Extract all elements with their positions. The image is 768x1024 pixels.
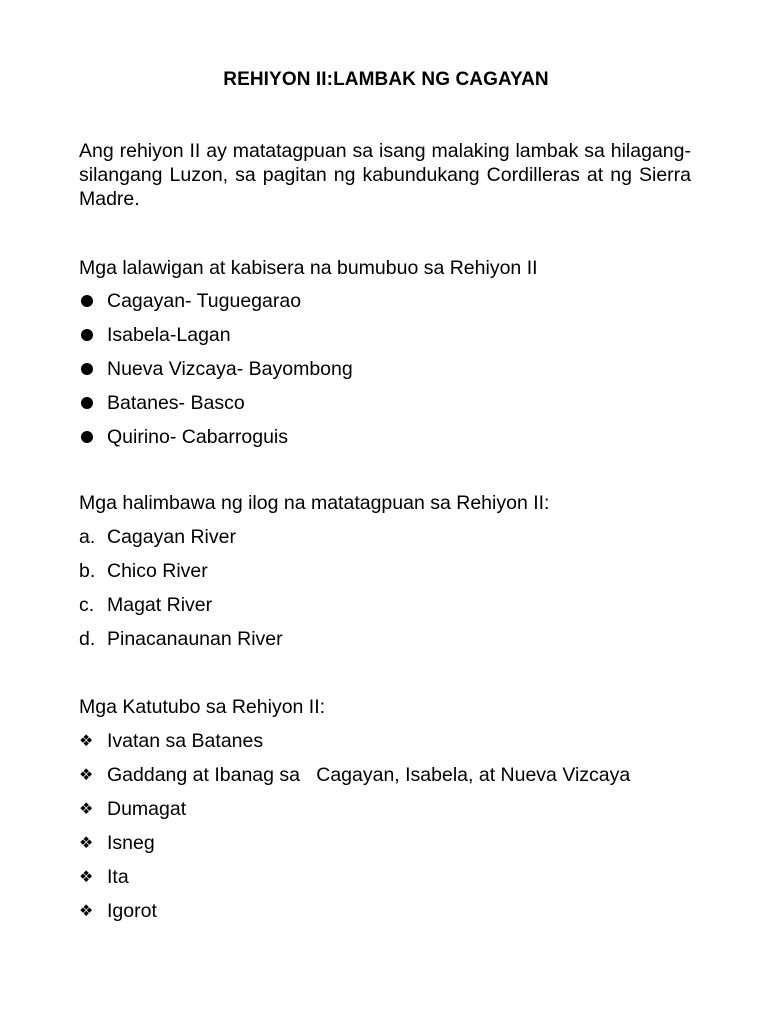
native-item-label: Isneg xyxy=(107,832,155,854)
natives-heading: Mga Katutubo sa Rehiyon II: xyxy=(79,696,326,718)
native-item-label: Igorot xyxy=(107,900,157,922)
river-item-label: Chico River xyxy=(107,560,208,582)
four-diamond-icon: ❖ xyxy=(79,731,94,750)
list-letter-marker: a. xyxy=(79,526,96,548)
intro-paragraph: Ang rehiyon II ay matatagpuan sa isang malaking lambak sa hilagang-silangang Luzon, sa pagitan ng kabundukang Cordilleras at ng Sierra Madre. xyxy=(79,140,691,210)
provinces-heading: Mga lalawigan at kabisera na bumubuo sa Rehiyon II xyxy=(79,257,538,279)
four-diamond-icon: ❖ xyxy=(79,799,94,818)
native-item-label: Ita xyxy=(107,866,129,888)
province-item-label: Cagayan- Tuguegarao xyxy=(107,290,302,312)
river-item-label: Cagayan River xyxy=(107,526,236,548)
four-diamond-icon: ❖ xyxy=(79,765,94,784)
province-item-label: Batanes- Basco xyxy=(107,392,245,414)
province-item-label: Isabela-Lagan xyxy=(107,324,231,346)
four-diamond-icon: ❖ xyxy=(79,833,94,852)
rivers-heading: Mga halimbawa ng ilog na matatagpuan sa Rehiyon II: xyxy=(79,492,550,514)
river-item-label: Pinacanaunan River xyxy=(107,628,283,650)
river-item-label: Magat River xyxy=(107,594,213,616)
province-item-label: Nueva Vizcaya- Bayombong xyxy=(107,358,353,380)
native-item-label: Ivatan sa Batanes xyxy=(107,730,264,752)
four-diamond-icon: ❖ xyxy=(79,867,94,886)
list-letter-marker: c. xyxy=(79,594,95,616)
list-letter-marker: b. xyxy=(79,560,96,582)
document-title: REHIYON II:LAMBAK NG CAGAYAN xyxy=(223,69,549,90)
native-item-label: Dumagat xyxy=(107,798,187,820)
province-item-label: Quirino- Cabarroguis xyxy=(107,426,288,448)
four-diamond-icon: ❖ xyxy=(79,901,94,920)
list-letter-marker: d. xyxy=(79,628,96,650)
native-item-label: Gaddang at Ibanag sa Cagayan, Isabela, at Nueva Vizcaya xyxy=(107,764,631,786)
